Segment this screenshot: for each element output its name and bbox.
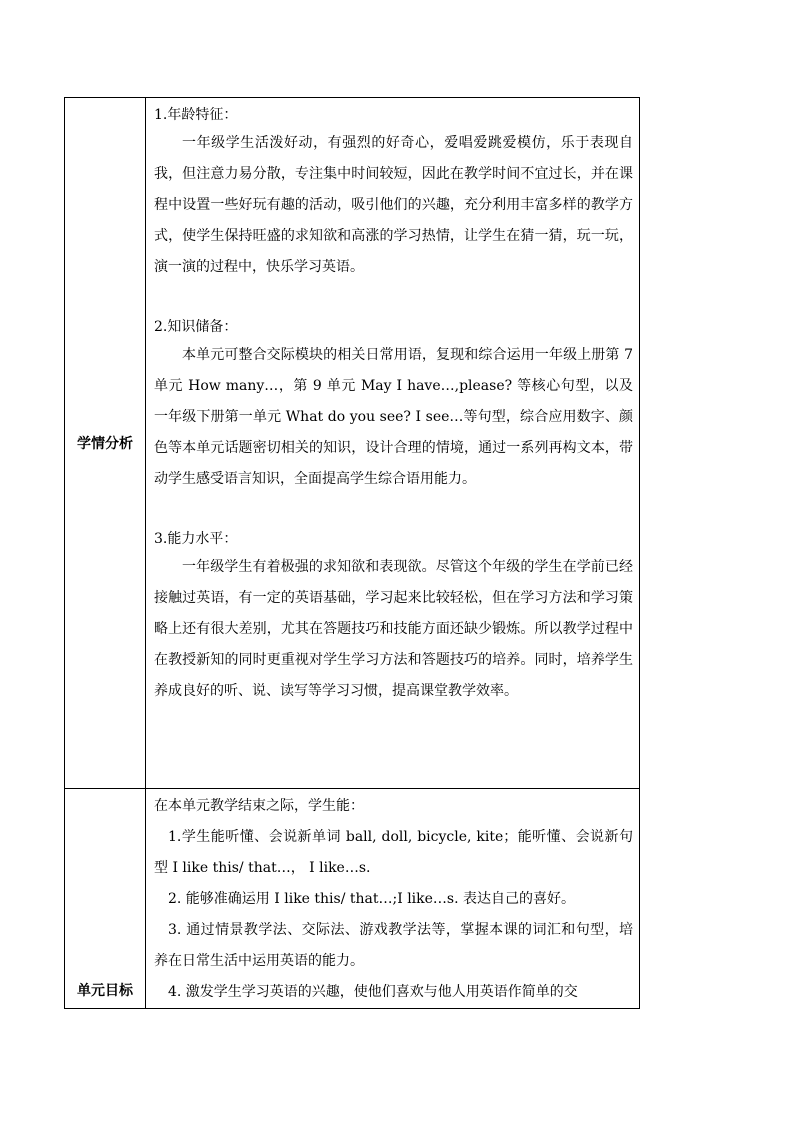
section-body-ability: 一年级学生有着极强的求知欲和表现欲。尽管这个年级的学生在学前已经接触过英语，有一定的英语基础，学习起来比较轻松，但在学习方法和学习策略上还有很大差别，尤其在答题技巧和技能方面还缺少锻炼。所以教学过程中在教授新知的同时更重视对学生学习方法和答题技巧的培养。同时，培养学生养成良好的听、说、读写等学习习惯，提高课堂教学效率。: [154, 559, 633, 699]
analysis-content: [146, 98, 640, 789]
goal-item-1: 1.学生能听懂、会说新单词 ball, doll, bicycle, kite；能听懂、会说新句型 I like this/ that…， I like…s.: [154, 829, 633, 876]
table-row-goals: [65, 789, 640, 1009]
goal-item-4: 4. 激发学生学习英语的兴趣，使他们喜欢与他人用英语作简单的交: [168, 984, 578, 1000]
section-body-knowledge: 本单元可整合交际模块的相关日常用语，复现和综合运用一年级上册第 7 单元 How many…，第 9 单元 May I have…,please? 等核心句型，以及一年级下册第一单元 What do you see? I see…等句型，综合应用数字、颜色等本单元话题密切相关的知识，设计合理的情境，通过一系列再构文本，带动学生感受语言知识，全面提高学生综合语用能力。: [154, 347, 633, 487]
section-heading-age: 1.年龄特征：: [154, 107, 238, 123]
goals-content: [146, 789, 640, 1009]
row-label-goals: 单元目标: [65, 789, 146, 1009]
document-table: [64, 97, 640, 1009]
goal-item-2: 2. 能够准确运用 I like this/ that…;I like…s. 表达自己的喜好。: [168, 891, 576, 907]
spacer: [154, 283, 633, 314]
goal-item-3: 3. 通过情景教学法、交际法、游戏教学法等，掌握本课的词汇和句型，培养在日常生活中运用英语的能力。: [154, 922, 633, 969]
row-label-analysis: 学情分析: [65, 98, 146, 789]
section-heading-knowledge: 2.知识储备：: [154, 319, 238, 335]
spacer: [154, 495, 633, 526]
table-row-analysis: [65, 98, 640, 789]
goals-intro: 在本单元教学结束之际，学生能：: [154, 798, 364, 814]
section-body-age: 一年级学生活泼好动，有强烈的好奇心，爱唱爱跳爱模仿，乐于表现自我，但注意力易分散，专注集中时间较短，因此在教学时间不宜过长，并在课程中设置一些好玩有趣的活动，吸引他们的兴趣，充分利用丰富多样的教学方式，使学生保持旺盛的求知欲和高涨的学习热情，让学生在猜一猜，玩一玩，演一演的过程中，快乐学习英语。: [154, 135, 633, 275]
section-heading-ability: 3.能力水平：: [154, 531, 238, 547]
